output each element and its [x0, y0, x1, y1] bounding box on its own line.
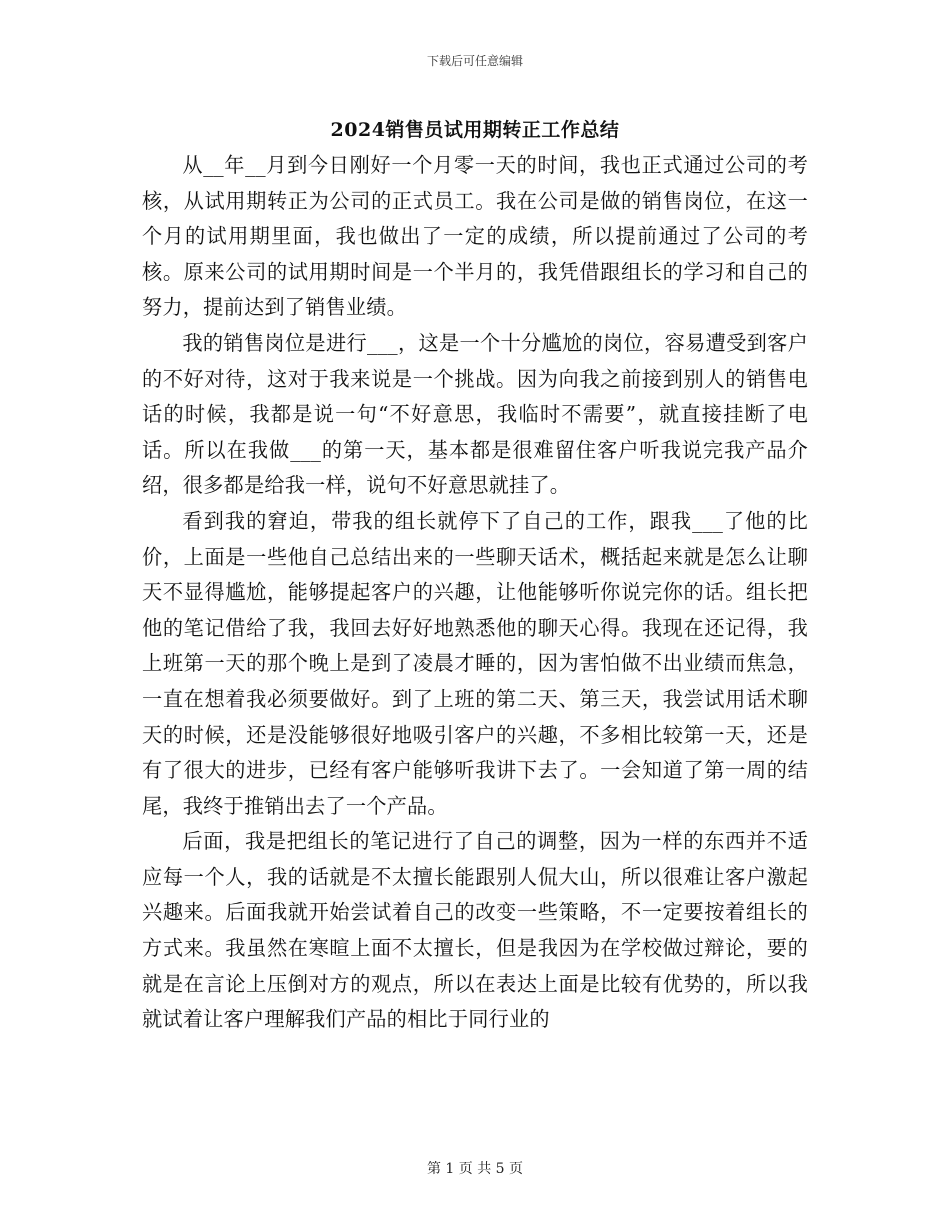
page-header-note: 下载后可任意编辑 — [426, 54, 523, 68]
paragraph: 从__年__月到今日刚好一个月零一天的时间，我也正式通过公司的考核，从试用期转正为公司的正式员工。我在公司是做的销售岗位，在这一个月的试用期里面，我也做出了一定的成绩，所以提前通过了公司的考核。原来公司的试用期时间是一个半月的，我凭借跟组长的学习和自己的努力，提前达到了销售业绩。 — [142, 153, 808, 320]
document-body — [142, 148, 808, 1038]
paragraph: 我的销售岗位是进行___，这是一个十分尴尬的岗位，容易遭受到客户的不好对待，这对于我来说是一个挑战。因为向我之前接到别人的销售电话的时候，我都是说一句“不好意思，我临时不需要”，就直接挂断了电话。所以在我做___的第一天，基本都是很难留住客户听我说完我产品介绍，很多都是给我一样，说句不好意思就挂了。 — [142, 330, 808, 498]
paragraph: 看到我的窘迫，带我的组长就停下了自己的工作，跟我___了他的比价，上面是一些他自己总结出来的一些聊天话术，概括起来就是怎么让聊天不显得尴尬，能够提起客户的兴趣，让他能够听你说完你的话。组长把他的笔记借给了我，我回去好好地熟悉他的聊天心得。我现在还记得，我上班第一天的那个晚上是到了凌晨才睡的，因为害怕做不出业绩而焦急，一直在想着我必须要做好。到了上班的第二天、第三天，我尝试用话术聊天的时候，还是没能够很好地吸引客户的兴趣，不多相比较第一天，还是有了很大的进步，已经有客户能够听我讲下去了。一会知道了第一周的结尾，我终于推销出去了一个产品。 — [142, 508, 808, 818]
document-title: 2024销售员试用期转正工作总结 — [330, 119, 620, 141]
page-number: 第 1 页 共 5 页 — [426, 1161, 524, 1177]
paragraph: 后面，我是把组长的笔记进行了自己的调整，因为一样的东西并不适应每一个人，我的话就是不太擅长能跟别人侃大山，所以很难让客户激起兴趣来。后面我就开始尝试着自己的改变一些策略，不一定要按着组长的方式来。我虽然在寒暄上面不太擅长，但是我因为在学校做过辩论，要的就是在言论上压倒对方的观点，所以在表达上面是比较有优势的，所以我就试着让客户理解我们产品的相比于同行业的 — [142, 829, 808, 1032]
